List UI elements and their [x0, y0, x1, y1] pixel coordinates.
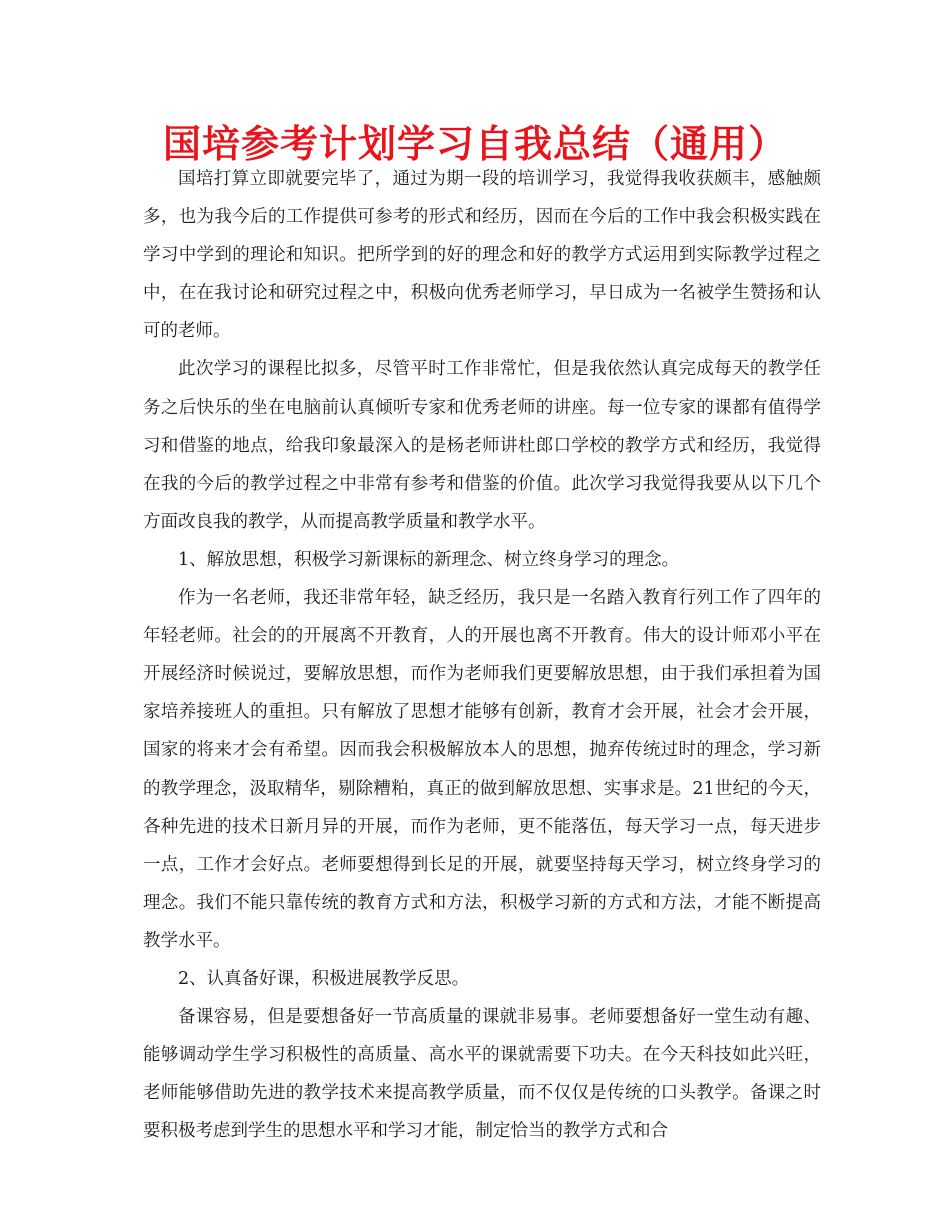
paragraph-section-1: 作为一名老师，我还非常年轻，缺乏经历，我只是一名踏入教育行列工作了四年的年轻老师。社会的的开展离不开教育，人的开展也离不开教育。伟大的设计师邓小平在开展经济时候说过，要解放思想，而作为老师我们更要解放思想，由于我们承担着为国家培养接班人的重担。只有解放了思想才能够有创新，教育才会开展，社会才会开展，国家的将来才会有希望。因而我会积极解放本人的思想，抛弃传统过时的理念，学习新的教学理念，汲取精华，剔除糟粕，真正的做到解放思想、实事求是。21世纪的今天，各种先进的技术日新月异的开展，而作为老师，更不能落伍，每天学习一点，每天进步一点，工作才会好点。老师要想得到长足的开展，就要坚持每天学习，树立终身学习的理念。我们不能只靠传统的教育方式和方法，积极学习新的方式和方法，才能不断提高教学水平。	[143, 588, 821, 951]
section-heading-1: 1、解放思想，积极学习新课标的新理念、树立终身学习的理念。	[178, 549, 680, 570]
section-heading-2: 2、认真备好课，积极进展教学反思。	[178, 968, 470, 989]
paragraph-course: 此次学习的课程比拟多，尽管平时工作非常忙，但是我依然认真完成每天的教学任务之后快乐的坐在电脑前认真倾听专家和优秀老师的讲座。每一位专家的课都有值得学习和借鉴的地点，给我印象最深入的是杨老师讲杜郎口学校的教学方式和经历，我觉得在我的今后的教学过程之中非常有参考和借鉴的价值。此次学习我觉得我要从以下几个方面改良我的教学，从而提高教学质量和教学水平。	[143, 359, 821, 532]
document-title: 国培参考计划学习自我总结（通用）	[162, 122, 787, 166]
paragraph-section-2: 备课容易，但是要想备好一节高质量的课就非易事。老师要想备好一堂生动有趣、能够调动学生学习积极性的高质量、高水平的课就需要下功夫。在今天科技如此兴旺，老师能够借助先进的教学技术来提高教学质量，而不仅仅是传统的口头教学。备课之时要积极考虑到学生的思想水平和学习才能，制定恰当的教学方式和合	[143, 1007, 821, 1142]
document-body	[143, 160, 821, 1150]
paragraph-intro: 国培打算立即就要完毕了，通过为期一段的培训学习，我觉得我收获颇丰，感触颇多，也为我今后的工作提供可参考的形式和经历，因而在今后的工作中我会积极实践在学习中学到的理论和知识。把所学到的好的理念和好的教学方式运用到实际教学过程之中，在在我讨论和研究过程之中，积极向优秀老师学习，早日成为一名被学生赞扬和认可的老师。	[143, 169, 821, 342]
